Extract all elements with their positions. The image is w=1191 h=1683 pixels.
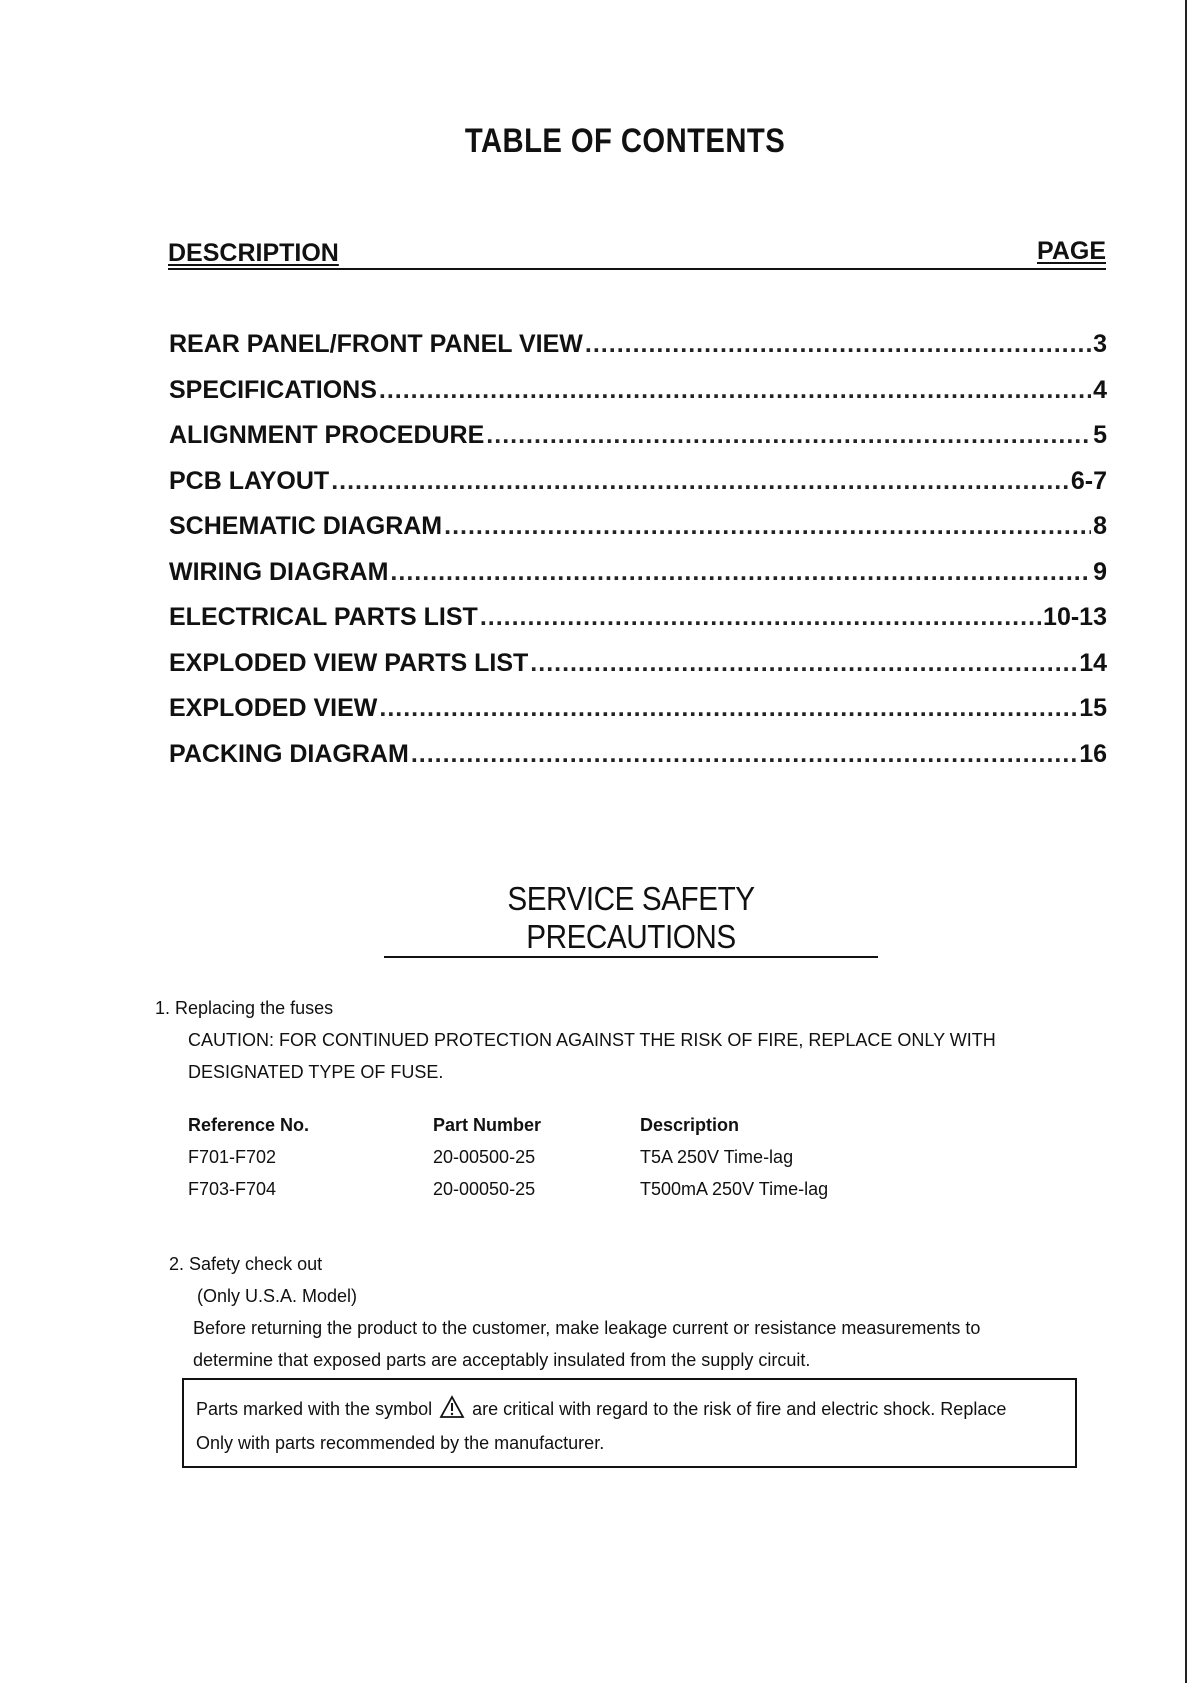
toc-leader-dots [390,558,1091,587]
toc-entry-page: 6-7 [1070,466,1107,495]
section-safety-check [169,1248,980,1376]
fuse-reference: F701-F702 [188,1147,277,1167]
fuse-part-number: 20-00500-25 [433,1147,536,1167]
toc-entry-page: 15 [1079,694,1107,722]
toc-header-page: PAGE [1037,237,1106,265]
fuse-header-reference: Reference No. [188,1115,310,1135]
fuse-reference: F703-F704 [188,1179,277,1199]
toc-entry [169,512,1107,558]
toc-entry [169,376,1107,422]
toc-entry-label: PCB LAYOUT [169,466,330,495]
toc-entry-label: PACKING DIAGRAM [169,739,409,768]
notice-line-1 [196,1394,1063,1428]
toc-entry [169,694,1107,740]
toc-entry-page: 3 [1093,330,1107,358]
toc-entry-label: EXPLODED VIEW [169,694,378,722]
caution-line-2: DESIGNATED TYPE OF FUSE. [188,1062,444,1082]
fuse-table-header [188,1115,900,1147]
fuse-table-row [188,1179,900,1211]
toc-leader-dots [379,376,1091,405]
section-replacing-fuses [155,992,996,1088]
section2-subheading: (Only U.S.A. Model) [197,1286,358,1306]
toc-entry-label: SPECIFICATIONS [169,375,377,404]
toc-header-row [168,238,1106,270]
caution-line-1: CAUTION: FOR CONTINUED PROTECTION AGAINST THE RISK OF FIRE, REPLACE ONLY WITH [188,1030,996,1050]
toc-entry-page: 9 [1093,557,1107,586]
toc-entry [169,558,1107,604]
toc-entry-page: 4 [1093,375,1107,404]
toc-entry-page: 5 [1093,421,1107,449]
toc-entry [169,649,1107,695]
toc-entry [169,421,1107,467]
toc-list [169,330,1107,785]
toc-leader-dots [530,649,1077,678]
section2-heading: 2. Safety check out [169,1254,323,1274]
safety-title [384,880,878,958]
toc-entry [169,603,1107,649]
toc-entry [169,467,1107,513]
fuse-table-row [188,1147,900,1179]
toc-header-description: DESCRIPTION [168,239,339,267]
fuse-description: T500mA 250V Time-lag [640,1179,829,1199]
section2-body-line-1: Before returning the product to the customer, make leakage current or resistance measurements to [193,1318,981,1338]
fuse-header-part-number: Part Number [433,1115,542,1135]
fuse-part-number: 20-00050-25 [433,1179,536,1199]
toc-entry-label: ALIGNMENT PROCEDURE [169,421,485,449]
safety-title-text: SERVICE SAFETY PRECAUTIONS [507,880,755,955]
section1-heading: 1. Replacing the fuses [155,998,334,1018]
toc-entry-label: SCHEMATIC DIAGRAM [169,512,443,540]
toc-entry-label: WIRING DIAGRAM [169,557,389,586]
warning-triangle-icon [439,1395,465,1428]
toc-leader-dots [411,740,1077,769]
fuse-description: T5A 250V Time-lag [640,1147,794,1167]
toc-leader-dots [444,512,1091,541]
section2-body-line-2: determine that exposed parts are acceptably insulated from the supply circuit. [193,1350,811,1370]
toc-leader-dots [379,694,1077,723]
toc-entry-page: 14 [1079,648,1107,677]
toc-title: TABLE OF CONTENTS [464,122,786,160]
toc-entry-page: 8 [1093,512,1107,540]
fuse-table [188,1115,900,1211]
toc-leader-dots [585,330,1091,359]
notice-text-before: Parts marked with the symbol [196,1399,433,1419]
toc-entry-label: REAR PANEL/FRONT PANEL VIEW [169,330,583,358]
critical-parts-notice [182,1378,1077,1468]
toc-entry-label: ELECTRICAL PARTS LIST [169,603,478,631]
toc-entry-page: 10-13 [1043,603,1107,631]
page-edge-line [1185,0,1187,1683]
toc-entry [169,330,1107,376]
toc-leader-dots [480,603,1041,632]
notice-line-2: Only with parts recommended by the manufacturer. [196,1433,605,1453]
toc-entry [169,740,1107,786]
toc-entry-label: EXPLODED VIEW PARTS LIST [169,648,529,677]
toc-leader-dots [486,421,1091,450]
toc-entry-page: 16 [1079,739,1107,768]
fuse-header-description: Description [640,1115,740,1135]
toc-leader-dots [331,467,1069,496]
notice-text-after: are critical with regard to the risk of fire and electric shock. Replace [472,1399,1007,1419]
